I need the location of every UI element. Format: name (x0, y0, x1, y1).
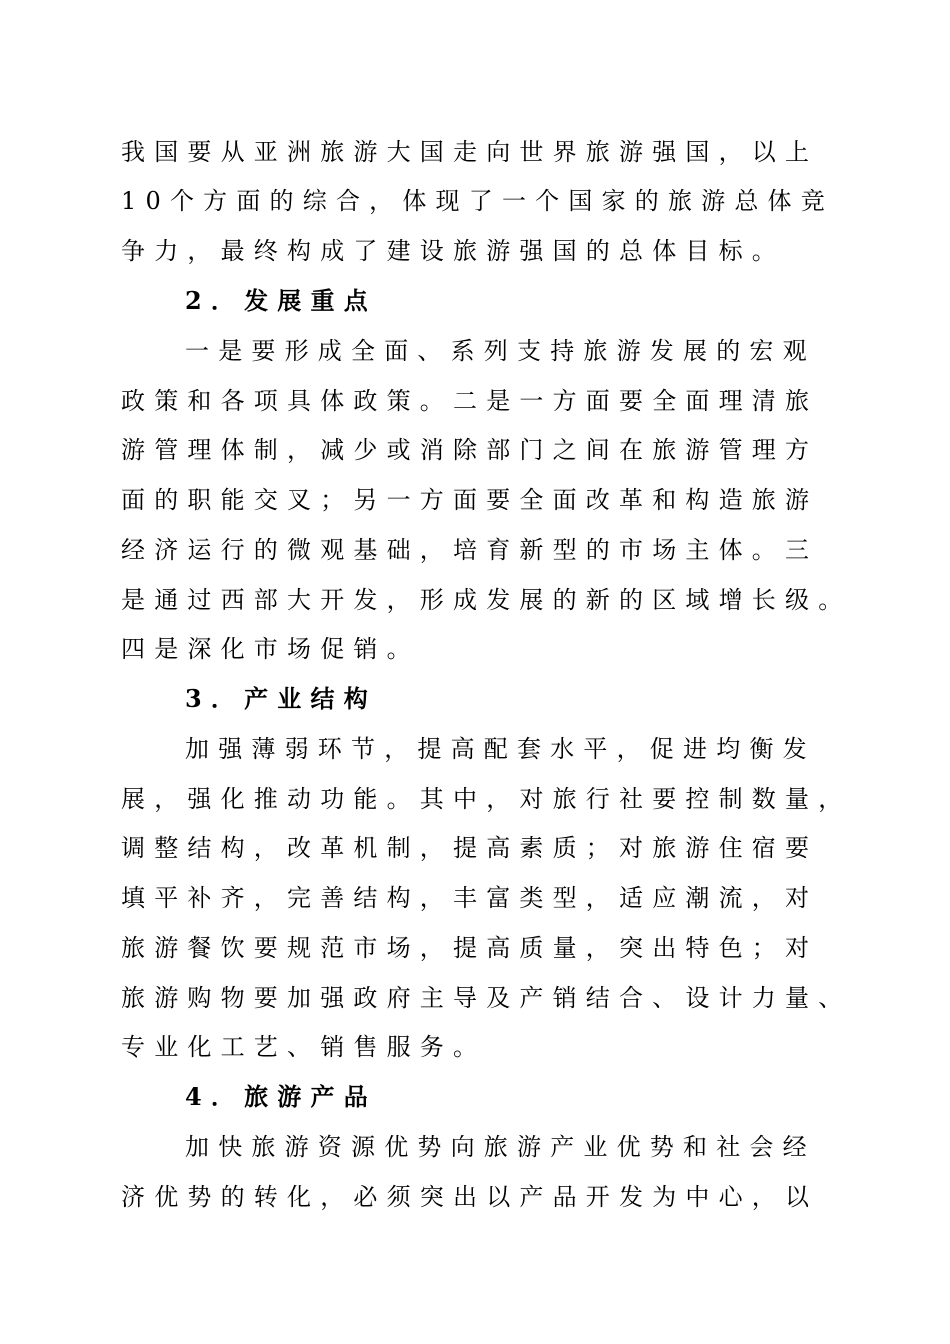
body-line: 展，强化推动功能。其中，对旅行社要控制数量， (121, 785, 852, 813)
body-line: 我国要从亚洲旅游大国走向世界旅游强国，以上 (121, 138, 819, 166)
body-line: 10个方面的综合，体现了一个国家的旅游总体竞 (121, 187, 834, 215)
body-line: 专业化工艺、销售服务。 (121, 1033, 487, 1061)
body-line: 经济运行的微观基础，培育新型的市场主体。三 (121, 536, 819, 564)
section-heading: 4．旅游产品 (185, 1082, 377, 1111)
body-line: 旅游餐饮要规范市场，提高质量，突出特色；对 (121, 934, 819, 962)
body-line: 调整结构，改革机制，提高素质；对旅游住宿要 (121, 834, 819, 862)
paragraph-first-line: 加快旅游资源优势向旅游产业优势和社会经 (185, 1133, 816, 1161)
body-line: 游管理体制，减少或消除部门之间在旅游管理方 (121, 436, 819, 464)
paragraph-first-line: 一是要形成全面、系列支持旅游发展的宏观 (185, 337, 816, 365)
body-line: 填平补齐，完善结构，丰富类型，适应潮流，对 (121, 884, 819, 912)
body-line: 争力，最终构成了建设旅游强国的总体目标。 (121, 237, 785, 265)
body-line: 面的职能交叉；另一方面要全面改革和构造旅游 (121, 486, 819, 514)
body-line: 是通过西部大开发，形成发展的新的区域增长级。 (121, 586, 852, 614)
body-line: 旅游购物要加强政府主导及产销结合、设计力量、 (121, 984, 852, 1012)
body-line: 政策和各项具体政策。二是一方面要全面理清旅 (121, 387, 819, 415)
section-heading: 2．发展重点 (185, 286, 377, 315)
body-line: 四是深化市场促销。 (121, 635, 420, 663)
paragraph-first-line: 加强薄弱环节，提高配套水平，促进均衡发 (185, 735, 816, 763)
body-line: 济优势的转化，必须突出以产品开发为中心，以 (121, 1183, 819, 1211)
section-heading: 3．产业结构 (185, 684, 377, 713)
